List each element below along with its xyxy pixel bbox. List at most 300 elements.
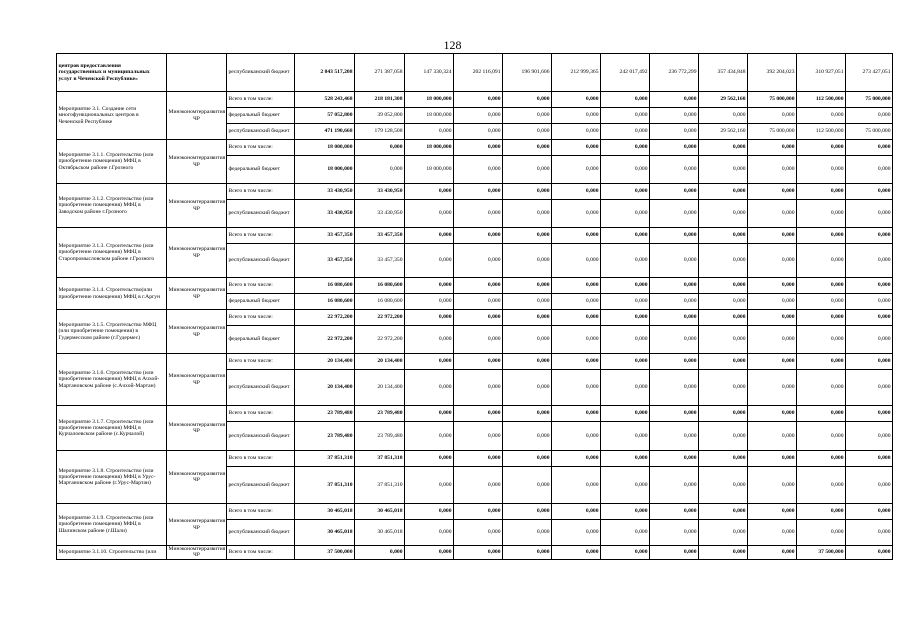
year-value-cell: 0,000 (650, 467, 699, 504)
year-value-cell: 0,000 (846, 520, 893, 546)
year-value-cell: 0,000 (405, 278, 454, 294)
year-value-cell: 0,000 (846, 422, 893, 451)
year-value-cell: 0,000 (846, 200, 893, 228)
total-cell: 33 457,350 (295, 244, 355, 278)
activity-name: Мероприятие 3.1.7. Строительство (или приобретение помещения) МФЦ в Курчалоевском районе (с.Курчалой) (57, 406, 167, 451)
year-value-cell: 0,000 (601, 200, 650, 228)
year-value-cell: 0,000 (503, 451, 552, 467)
funding-source: Всего в том числе: (227, 451, 295, 467)
year-value-cell: 75 000,000 (846, 124, 893, 140)
year-value-cell: 0,000 (552, 156, 601, 184)
year-value-cell: 33 430,950 (355, 200, 405, 228)
year-value-cell: 0,000 (552, 244, 601, 278)
year-value-cell: 0,000 (503, 326, 552, 354)
year-value-cell: 0,000 (846, 406, 893, 422)
year-value-cell: 0,000 (748, 406, 797, 422)
executor-cell: Минэкономтерразвития ЧР (167, 184, 227, 228)
year-value-cell: 112 500,000 (797, 92, 846, 108)
year-value-cell: 0,000 (503, 200, 552, 228)
year-value-cell: 33 457,350 (355, 244, 405, 278)
year-value-cell: 0,000 (748, 467, 797, 504)
year-value-cell: 30 465,018 (355, 504, 405, 520)
year-value-cell: 0,000 (601, 406, 650, 422)
total-cell: 37 851,310 (295, 467, 355, 504)
year-value-cell: 0,000 (552, 228, 601, 244)
funding-source: федеральный бюджет (227, 156, 295, 184)
year-value-cell: 0,000 (454, 244, 503, 278)
year-value-cell: 0,000 (650, 278, 699, 294)
year-value-cell: 0,000 (699, 294, 748, 310)
year-value-cell: 0,000 (748, 422, 797, 451)
total-cell: 16 080,600 (295, 294, 355, 310)
year-value-cell: 0,000 (748, 294, 797, 310)
year-value-cell: 0,000 (405, 422, 454, 451)
year-value-cell: 0,000 (405, 184, 454, 200)
year-value-cell: 16 080,600 (355, 294, 405, 310)
total-cell: 30 465,018 (295, 504, 355, 520)
year-value-cell: 0,000 (797, 451, 846, 467)
year-value-cell: 0,000 (552, 406, 601, 422)
year-value-cell: 75 000,000 (846, 92, 893, 108)
funding-source: Всего в том числе: (227, 92, 295, 108)
funding-source: Всего в том числе: (227, 354, 295, 370)
year-value-cell: 0,000 (503, 520, 552, 546)
funding-source: республиканский бюджет (227, 467, 295, 504)
year-value-cell: 0,000 (699, 108, 748, 124)
year-value-cell: 0,000 (405, 451, 454, 467)
year-value-cell: 0,000 (601, 504, 650, 520)
year-value-cell: 112 500,000 (797, 124, 846, 140)
year-value-cell: 202 116,091 (454, 54, 503, 92)
year-value-cell: 0,000 (552, 294, 601, 310)
funding-source: Всего в том числе: (227, 504, 295, 520)
year-value-cell: 0,000 (748, 451, 797, 467)
year-value-cell: 0,000 (846, 184, 893, 200)
year-value-cell: 0,000 (601, 156, 650, 184)
year-value-cell: 0,000 (405, 200, 454, 228)
year-value-cell: 0,000 (650, 546, 699, 560)
year-value-cell: 0,000 (650, 354, 699, 370)
year-value-cell: 0,000 (552, 124, 601, 140)
year-value-cell: 18 000,000 (405, 108, 454, 124)
year-value-cell: 23 789,480 (355, 422, 405, 451)
year-value-cell: 0,000 (846, 467, 893, 504)
year-value-cell: 18 000,000 (405, 156, 454, 184)
executor-cell: Минэкономтерразвития ЧР (167, 451, 227, 504)
year-value-cell: 0,000 (699, 451, 748, 467)
total-cell: 528 243,468 (295, 92, 355, 108)
total-cell: 33 430,950 (295, 200, 355, 228)
executor-cell: Минэкономтерразвития ЧР (167, 92, 227, 140)
year-value-cell: 0,000 (846, 370, 893, 406)
year-value-cell: 0,000 (454, 546, 503, 560)
year-value-cell: 18 000,000 (405, 140, 454, 156)
year-value-cell: 0,000 (797, 406, 846, 422)
year-value-cell: 29 562,160 (699, 124, 748, 140)
year-value-cell: 0,000 (797, 140, 846, 156)
year-value-cell: 0,000 (601, 451, 650, 467)
year-value-cell: 0,000 (650, 200, 699, 228)
year-value-cell: 0,000 (748, 184, 797, 200)
year-value-cell: 0,000 (552, 504, 601, 520)
year-value-cell: 0,000 (748, 354, 797, 370)
year-value-cell: 0,000 (552, 184, 601, 200)
year-value-cell: 29 562,160 (699, 92, 748, 108)
table-row (57, 228, 893, 244)
total-cell: 18 000,000 (295, 156, 355, 184)
table-row (57, 184, 893, 200)
year-value-cell: 0,000 (454, 451, 503, 467)
year-value-cell: 0,000 (748, 504, 797, 520)
total-cell: 23 789,480 (295, 406, 355, 422)
year-value-cell: 0,000 (405, 124, 454, 140)
year-value-cell: 0,000 (748, 310, 797, 326)
funding-source: федеральный бюджет (227, 326, 295, 354)
funding-source: Всего в том числе: (227, 278, 295, 294)
year-value-cell: 0,000 (699, 370, 748, 406)
year-value-cell: 0,000 (699, 244, 748, 278)
year-value-cell: 37 500,000 (797, 546, 846, 560)
table-row (57, 92, 893, 108)
year-value-cell: 0,000 (503, 140, 552, 156)
year-value-cell: 0,000 (846, 108, 893, 124)
year-value-cell: 0,000 (355, 546, 405, 560)
table-row (57, 504, 893, 520)
year-value-cell: 0,000 (552, 326, 601, 354)
year-value-cell: 0,000 (797, 156, 846, 184)
year-value-cell: 196 901,606 (503, 54, 552, 92)
year-value-cell: 0,000 (503, 354, 552, 370)
page-number: 128 (443, 38, 462, 52)
year-value-cell: 0,000 (748, 140, 797, 156)
year-value-cell: 0,000 (503, 406, 552, 422)
executor-cell: Минэкономтерразвития ЧР (168, 546, 226, 559)
table-row (57, 354, 893, 370)
year-value-cell: 212 999,365 (552, 54, 601, 92)
activity-name: Мероприятие 3.1.1. Строительство (или приобретение помещения) МФЦ в Октябрьском районе г.Грозного (57, 140, 167, 184)
year-value-cell: 0,000 (650, 326, 699, 354)
year-value-cell: 0,000 (454, 504, 503, 520)
year-value-cell: 0,000 (797, 278, 846, 294)
table-row (57, 451, 893, 467)
year-value-cell: 0,000 (797, 294, 846, 310)
funding-source: Всего в том числе: (227, 184, 295, 200)
executor-cell: Минэкономтерразвития ЧР (167, 278, 227, 310)
funding-source: Всего в том числе: (227, 228, 295, 244)
year-value-cell: 392 204,023 (748, 54, 797, 92)
year-value-cell: 0,000 (552, 370, 601, 406)
year-value-cell: 0,000 (650, 451, 699, 467)
year-value-cell: 0,000 (601, 124, 650, 140)
executor-cell: Минэкономтерразвития ЧР (167, 504, 227, 546)
year-value-cell: 0,000 (454, 228, 503, 244)
year-value-cell: 0,000 (601, 310, 650, 326)
funding-source: республиканский бюджет (227, 370, 295, 406)
year-value-cell: 242 017,492 (601, 54, 650, 92)
year-value-cell: 0,000 (552, 422, 601, 451)
year-value-cell: 147 330,324 (405, 54, 454, 92)
year-value-cell: 0,000 (846, 326, 893, 354)
year-value-cell: 179 128,508 (355, 124, 405, 140)
year-value-cell: 0,000 (552, 92, 601, 108)
year-value-cell: 0,000 (454, 310, 503, 326)
year-value-cell: 0,000 (503, 92, 552, 108)
total-cell: 18 000,000 (295, 140, 355, 156)
year-value-cell: 0,000 (454, 294, 503, 310)
year-value-cell: 0,000 (601, 546, 650, 560)
year-value-cell: 0,000 (650, 370, 699, 406)
year-value-cell: 236 772,299 (650, 54, 699, 92)
year-value-cell: 0,000 (552, 354, 601, 370)
year-value-cell: 0,000 (650, 406, 699, 422)
executor-cell: Минэкономтерразвития ЧР (167, 406, 227, 451)
year-value-cell: 37 851,310 (355, 467, 405, 504)
year-value-cell: 0,000 (699, 546, 748, 560)
year-value-cell: 0,000 (748, 326, 797, 354)
year-value-cell: 33 430,950 (355, 184, 405, 200)
funding-source: Всего в том числе: (227, 546, 295, 560)
year-value-cell: 0,000 (552, 140, 601, 156)
year-value-cell: 0,000 (748, 244, 797, 278)
year-value-cell: 22 972,200 (355, 310, 405, 326)
year-value-cell: 0,000 (650, 184, 699, 200)
year-value-cell: 0,000 (552, 108, 601, 124)
budget-table (56, 53, 893, 560)
year-value-cell: 0,000 (699, 406, 748, 422)
table-row (57, 546, 893, 560)
funding-source: Всего в том числе: (227, 310, 295, 326)
year-value-cell: 0,000 (846, 504, 893, 520)
year-value-cell: 0,000 (650, 310, 699, 326)
executor-cell: Минэкономтерразвития ЧР (167, 140, 227, 184)
activity-name: Мероприятие 3.1.9. Строительство (или приобретение помещения) МФЦ в Шалинском районе (г.Шали) (57, 504, 167, 546)
total-cell: 37 851,310 (295, 451, 355, 467)
year-value-cell: 75 000,000 (748, 124, 797, 140)
total-cell: 16 080,600 (295, 278, 355, 294)
activity-name: Мероприятие 3.1.3. Строительство (или приобретение помещения) МФЦ в Старопромысловском районе г.Грозного (57, 228, 167, 278)
executor-cell: Минэкономтерразвития ЧР (167, 354, 227, 406)
year-value-cell: 0,000 (846, 354, 893, 370)
table-row (57, 140, 893, 156)
funding-source: республиканский бюджет (227, 422, 295, 451)
year-value-cell: 0,000 (405, 467, 454, 504)
funding-source: республиканский бюджет (227, 124, 295, 140)
year-value-cell: 0,000 (601, 294, 650, 310)
year-value-cell: 0,000 (601, 326, 650, 354)
year-value-cell: 0,000 (699, 310, 748, 326)
year-value-cell: 0,000 (601, 244, 650, 278)
year-value-cell: 0,000 (601, 278, 650, 294)
table-row (57, 278, 893, 294)
year-value-cell: 0,000 (454, 200, 503, 228)
total-cell: 37 500,000 (295, 546, 355, 560)
year-value-cell: 33 457,350 (355, 228, 405, 244)
year-value-cell: 0,000 (846, 140, 893, 156)
year-value-cell: 23 789,480 (355, 406, 405, 422)
year-value-cell: 0,000 (503, 124, 552, 140)
year-value-cell: 0,000 (650, 228, 699, 244)
year-value-cell: 0,000 (699, 326, 748, 354)
year-value-cell: 0,000 (454, 354, 503, 370)
year-value-cell: 0,000 (355, 140, 405, 156)
year-value-cell: 0,000 (748, 156, 797, 184)
year-value-cell: 0,000 (552, 451, 601, 467)
year-value-cell: 0,000 (405, 228, 454, 244)
year-value-cell: 0,000 (601, 520, 650, 546)
year-value-cell: 0,000 (503, 228, 552, 244)
year-value-cell: 0,000 (552, 520, 601, 546)
year-value-cell: 0,000 (748, 520, 797, 546)
year-value-cell: 0,000 (601, 354, 650, 370)
activity-name: Мероприятие 3.1.4. Строительство(или приобретение помещения) МФЦ в г.Аргун (57, 278, 167, 310)
total-cell: 57 052,800 (295, 108, 355, 124)
funding-source: республиканский бюджет (227, 520, 295, 546)
year-value-cell: 0,000 (405, 370, 454, 406)
year-value-cell: 20 134,400 (355, 370, 405, 406)
total-cell: 30 465,018 (295, 520, 355, 546)
executor-cell (167, 54, 227, 92)
year-value-cell: 0,000 (454, 370, 503, 406)
year-value-cell: 0,000 (503, 310, 552, 326)
year-value-cell: 0,000 (846, 278, 893, 294)
year-value-cell: 0,000 (454, 326, 503, 354)
year-value-cell: 0,000 (846, 451, 893, 467)
funding-source: республиканский бюджет (227, 54, 295, 92)
year-value-cell: 0,000 (797, 326, 846, 354)
year-value-cell: 0,000 (503, 108, 552, 124)
total-cell: 22 972,200 (295, 326, 355, 354)
year-value-cell: 0,000 (601, 228, 650, 244)
year-value-cell: 0,000 (454, 520, 503, 546)
year-value-cell: 0,000 (454, 467, 503, 504)
year-value-cell: 0,000 (797, 422, 846, 451)
year-value-cell: 0,000 (748, 108, 797, 124)
year-value-cell: 0,000 (650, 156, 699, 184)
activity-name: Мероприятие 3.1.8. Строительство (или приобретение помещения) МФЦ в Урус-Мартановском районе (г.Урус-Мартан) (57, 451, 167, 504)
year-value-cell: 0,000 (503, 467, 552, 504)
year-value-cell: 0,000 (454, 140, 503, 156)
year-value-cell: 0,000 (405, 520, 454, 546)
year-value-cell: 0,000 (797, 370, 846, 406)
year-value-cell: 0,000 (699, 520, 748, 546)
year-value-cell: 0,000 (454, 156, 503, 184)
year-value-cell: 0,000 (503, 422, 552, 451)
year-value-cell: 0,000 (699, 354, 748, 370)
year-value-cell: 0,000 (797, 467, 846, 504)
year-value-cell: 0,000 (699, 278, 748, 294)
year-value-cell: 0,000 (699, 228, 748, 244)
year-value-cell: 0,000 (454, 108, 503, 124)
year-value-cell: 0,000 (699, 504, 748, 520)
year-value-cell: 0,000 (601, 184, 650, 200)
year-value-cell: 0,000 (405, 310, 454, 326)
year-value-cell: 0,000 (552, 200, 601, 228)
year-value-cell: 30 465,018 (355, 520, 405, 546)
year-value-cell: 0,000 (797, 184, 846, 200)
year-value-cell: 0,000 (552, 278, 601, 294)
total-cell: 22 972,200 (295, 310, 355, 326)
year-value-cell: 22 972,200 (355, 326, 405, 354)
year-value-cell: 0,000 (699, 140, 748, 156)
year-value-cell: 0,000 (405, 294, 454, 310)
year-value-cell: 0,000 (699, 200, 748, 228)
year-value-cell: 0,000 (650, 504, 699, 520)
year-value-cell: 0,000 (846, 294, 893, 310)
year-value-cell: 0,000 (454, 422, 503, 451)
total-cell: 471 190,668 (295, 124, 355, 140)
year-value-cell: 0,000 (454, 92, 503, 108)
year-value-cell: 0,000 (454, 184, 503, 200)
total-cell: 23 789,480 (295, 422, 355, 451)
year-value-cell: 0,000 (601, 422, 650, 451)
activity-name: Мероприятие 3.1. Создание сети многофункциональных центров в Чеченской Республике (57, 92, 167, 140)
activity-name: Мероприятие 3.1.2. Строительство (или приобретение помещения) МФЦ в Заводском районе г.Грозного (57, 184, 167, 228)
year-value-cell: 0,000 (650, 140, 699, 156)
year-value-cell: 0,000 (503, 504, 552, 520)
year-value-cell: 0,000 (797, 520, 846, 546)
year-value-cell: 0,000 (846, 228, 893, 244)
year-value-cell: 0,000 (601, 108, 650, 124)
year-value-cell: 0,000 (601, 140, 650, 156)
year-value-cell: 0,000 (748, 370, 797, 406)
year-value-cell: 0,000 (405, 504, 454, 520)
year-value-cell: 0,000 (748, 228, 797, 244)
year-value-cell: 0,000 (503, 370, 552, 406)
year-value-cell: 0,000 (601, 467, 650, 504)
funding-source: федеральный бюджет (227, 108, 295, 124)
funding-source: Всего в том числе: (227, 406, 295, 422)
year-value-cell: 0,000 (797, 200, 846, 228)
year-value-cell: 357 434,848 (699, 54, 748, 92)
executor-cell: Минэкономтерразвития ЧР (167, 310, 227, 354)
activity-name: Мероприятие 3.1.5. Строительство МФЦ (или приобретение помещения) в Гудермесском районе (г.Гудермес) (57, 310, 167, 354)
funding-source: Всего в том числе: (227, 140, 295, 156)
total-cell: 20 134,400 (295, 354, 355, 370)
year-value-cell: 0,000 (503, 184, 552, 200)
year-value-cell: 0,000 (503, 546, 552, 560)
year-value-cell: 0,000 (797, 504, 846, 520)
year-value-cell: 0,000 (405, 326, 454, 354)
total-cell: 20 134,400 (295, 370, 355, 406)
year-value-cell: 0,000 (846, 546, 893, 560)
year-value-cell: 75 000,000 (748, 92, 797, 108)
year-value-cell: 0,000 (748, 200, 797, 228)
total-cell: 33 430,950 (295, 184, 355, 200)
year-value-cell: 218 181,308 (355, 92, 405, 108)
funding-source: федеральный бюджет (227, 294, 295, 310)
year-value-cell: 20 134,400 (355, 354, 405, 370)
year-value-cell: 39 052,800 (355, 108, 405, 124)
funding-source: республиканский бюджет (227, 244, 295, 278)
year-value-cell: 0,000 (797, 244, 846, 278)
year-value-cell: 0,000 (699, 156, 748, 184)
year-value-cell: 0,000 (748, 546, 797, 560)
year-value-cell: 0,000 (552, 310, 601, 326)
year-value-cell: 0,000 (797, 310, 846, 326)
total-cell: 33 457,350 (295, 228, 355, 244)
year-value-cell: 18 000,000 (405, 92, 454, 108)
year-value-cell: 0,000 (797, 228, 846, 244)
activity-name: Мероприятие 3.1.6. Строительство (или приобретение помещения) МФЦ в Ачхой-Мартановском районе (с.Ачхой-Мартан) (57, 354, 167, 406)
year-value-cell: 0,000 (405, 354, 454, 370)
year-value-cell: 0,000 (601, 370, 650, 406)
year-value-cell: 0,000 (699, 467, 748, 504)
year-value-cell: 0,000 (405, 244, 454, 278)
year-value-cell: 0,000 (454, 406, 503, 422)
funding-source: республиканский бюджет (227, 200, 295, 228)
year-value-cell: 0,000 (405, 546, 454, 560)
year-value-cell: 0,000 (552, 546, 601, 560)
